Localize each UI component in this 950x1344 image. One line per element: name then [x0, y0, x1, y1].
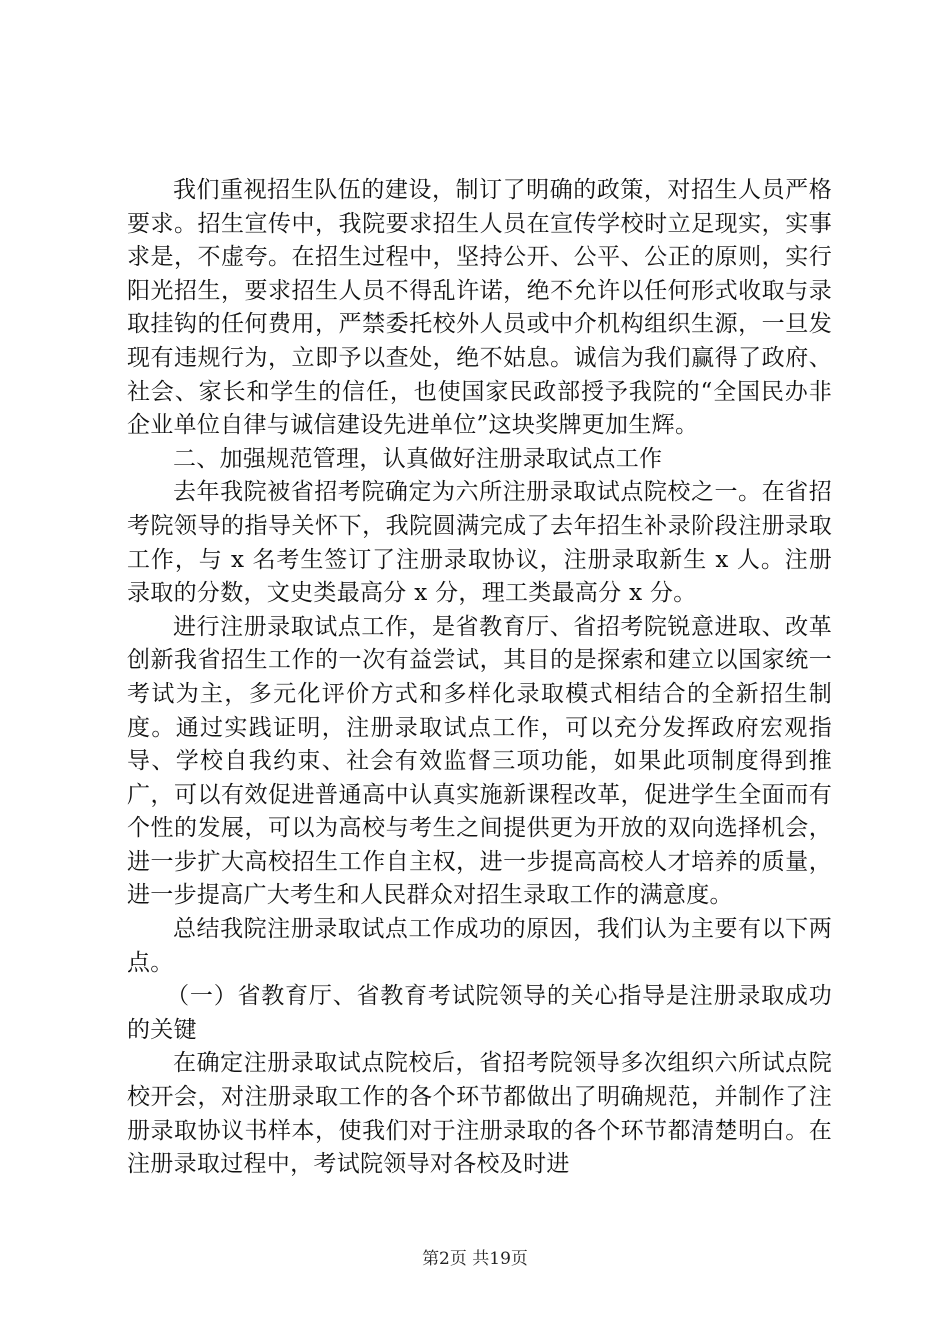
paragraph-pilot-school: 去年我院被省招考院确定为六所注册录取试点院校之一。在省招考院领导的指导关怀下，我院圆满完成了去年招生补录阶段注册录取工作，与 x 名考生签订了注册录取协议，注册录取新生 x 人。注册录取的分数，文史类最高分 x 分，理工类最高分 x 分。 — [127, 479, 832, 607]
paragraph-recruitment-team: 我们重视招生队伍的建设，制订了明确的政策，对招生人员严格要求。招生宣传中，我院要求招生人员在宣传学校时立足现实，实事求是，不虚夸。在招生过程中，坚持公开、公平、公正的原则，实行阳光招生，要求招生人员不得乱许诺，绝不允许以任何形式收取与录取挂钩的任何费用，严禁委托校外人员或中介机构组织生源，一旦发现有违规行为，立即予以查处，绝不姑息。诚信为我们赢得了政府、社会、家长和学生的信任，也使国家民政部授予我院的“全国民办非企业单位自律与诚信建设先进单位”这块奖牌更加生辉。 — [127, 177, 832, 439]
section-heading-two: 二、加强规范管理，认真做好注册录取试点工作 — [173, 445, 663, 472]
subheading-one: （一）省教育厅、省教育考试院领导的关心指导是注册录取成功的关键 — [127, 983, 832, 1043]
page-footer: 第2页 共19页 — [422, 1249, 528, 1269]
paragraph-leadership-guidance: 在确定注册录取试点院校后，省招考院领导多次组织六所试点院校开会，对注册录取工作的各个环节都做出了明确规范，并制作了注册录取协议书样本，使我们对于注册录取的各个环节都清楚明白。在注册录取过程中，考试院领导对各校及时进 — [127, 1050, 832, 1178]
paragraph-pilot-purpose: 进行注册录取试点工作，是省教育厅、省招考院锐意进取、改革创新我省招生工作的一次有益尝试，其目的是探索和建立以国家统一考试为主，多元化评价方式和多样化录取模式相结合的全新招生制度。通过实践证明，注册录取试点工作，可以充分发挥政府宏观指导、学校自我约束、社会有效监督三项功能，如果此项制度得到推广，可以有效促进普通高中认真实施新课程改革，促进学生全面而有个性的发展，可以为高校与考生之间提供更为开放的双向选择机会，进一步扩大高校招生工作自主权，进一步提高高校人才培养的质量，进一步提高广大考生和人民群众对招生录取工作的满意度。 — [127, 613, 832, 909]
document-body — [127, 174, 832, 1182]
paragraph-success-reasons: 总结我院注册录取试点工作成功的原因，我们认为主要有以下两点。 — [127, 916, 832, 976]
